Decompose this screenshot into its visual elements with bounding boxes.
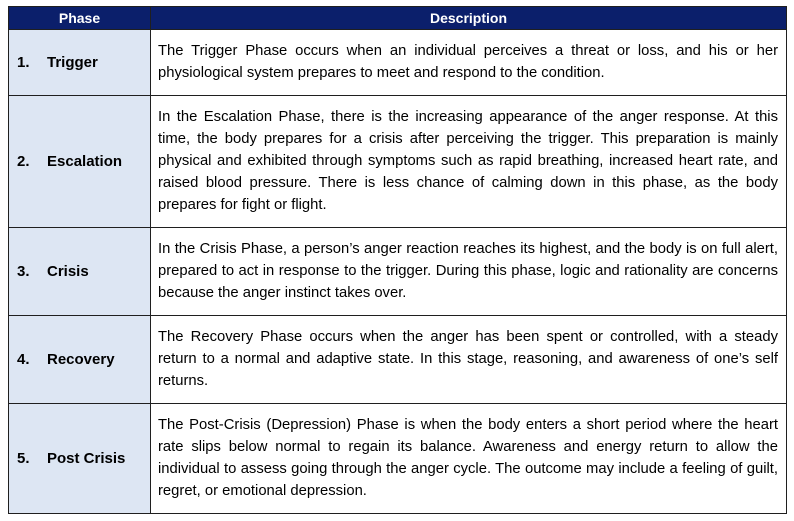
phase-cell — [9, 228, 151, 316]
phase-cell — [9, 316, 151, 404]
phase-name: Recovery — [47, 351, 115, 368]
phase-column-header: Phase — [9, 7, 151, 30]
phase-number: 2. — [17, 153, 30, 170]
phase-name: Escalation — [47, 153, 123, 170]
phase-name: Crisis — [47, 263, 89, 280]
phase-number: 4. — [17, 351, 30, 368]
phase-name: Post Crisis — [47, 450, 126, 467]
table-row-crisis — [9, 228, 787, 316]
anger-cycle-phases-table — [8, 6, 787, 514]
phase-cell — [9, 96, 151, 228]
description-column-header: Description — [151, 7, 787, 30]
table-row-post-crisis — [9, 404, 787, 514]
anger-cycle-table-container — [8, 6, 786, 514]
table-header-row — [9, 7, 787, 30]
phase-number: 5. — [17, 450, 30, 467]
phase-cell — [9, 404, 151, 514]
phase-number: 1. — [17, 54, 30, 71]
table-row-recovery — [9, 316, 787, 404]
table-row-trigger — [9, 30, 787, 96]
table-row-escalation — [9, 96, 787, 228]
phase-number: 3. — [17, 263, 30, 280]
description-cell: The Post-Crisis (Depression) Phase is when the body enters a short period where the heart rate slips below normal to regain its balance. Awareness and energy return to allow the individual to assess going through the anger cycle. The outcome may include a feeling of guilt, regret, or emotional depression. — [151, 404, 787, 514]
description-cell: The Trigger Phase occurs when an individual perceives a threat or loss, and his or her physiological system prepares to meet and respond to the condition. — [151, 30, 787, 96]
description-cell: In the Crisis Phase, a person’s anger reaction reaches its highest, and the body is on full alert, prepared to act in response to the trigger. During this phase, logic and rationality are concerns because the anger instinct takes over. — [151, 228, 787, 316]
phase-name: Trigger — [47, 54, 98, 71]
phase-cell — [9, 30, 151, 96]
description-cell: The Recovery Phase occurs when the anger has been spent or controlled, with a steady return to a normal and adaptive state. In this stage, reasoning, and awareness of one’s self returns. — [151, 316, 787, 404]
description-cell: In the Escalation Phase, there is the increasing appearance of the anger response. At this time, the body prepares for a crisis after perceiving the trigger. This preparation is mainly physical and exhibited through symptoms such as rapid breathing, increased heart rate, and raised blood pressure. There is less chance of calming down in this phase, as the body prepares for fight or flight. — [151, 96, 787, 228]
